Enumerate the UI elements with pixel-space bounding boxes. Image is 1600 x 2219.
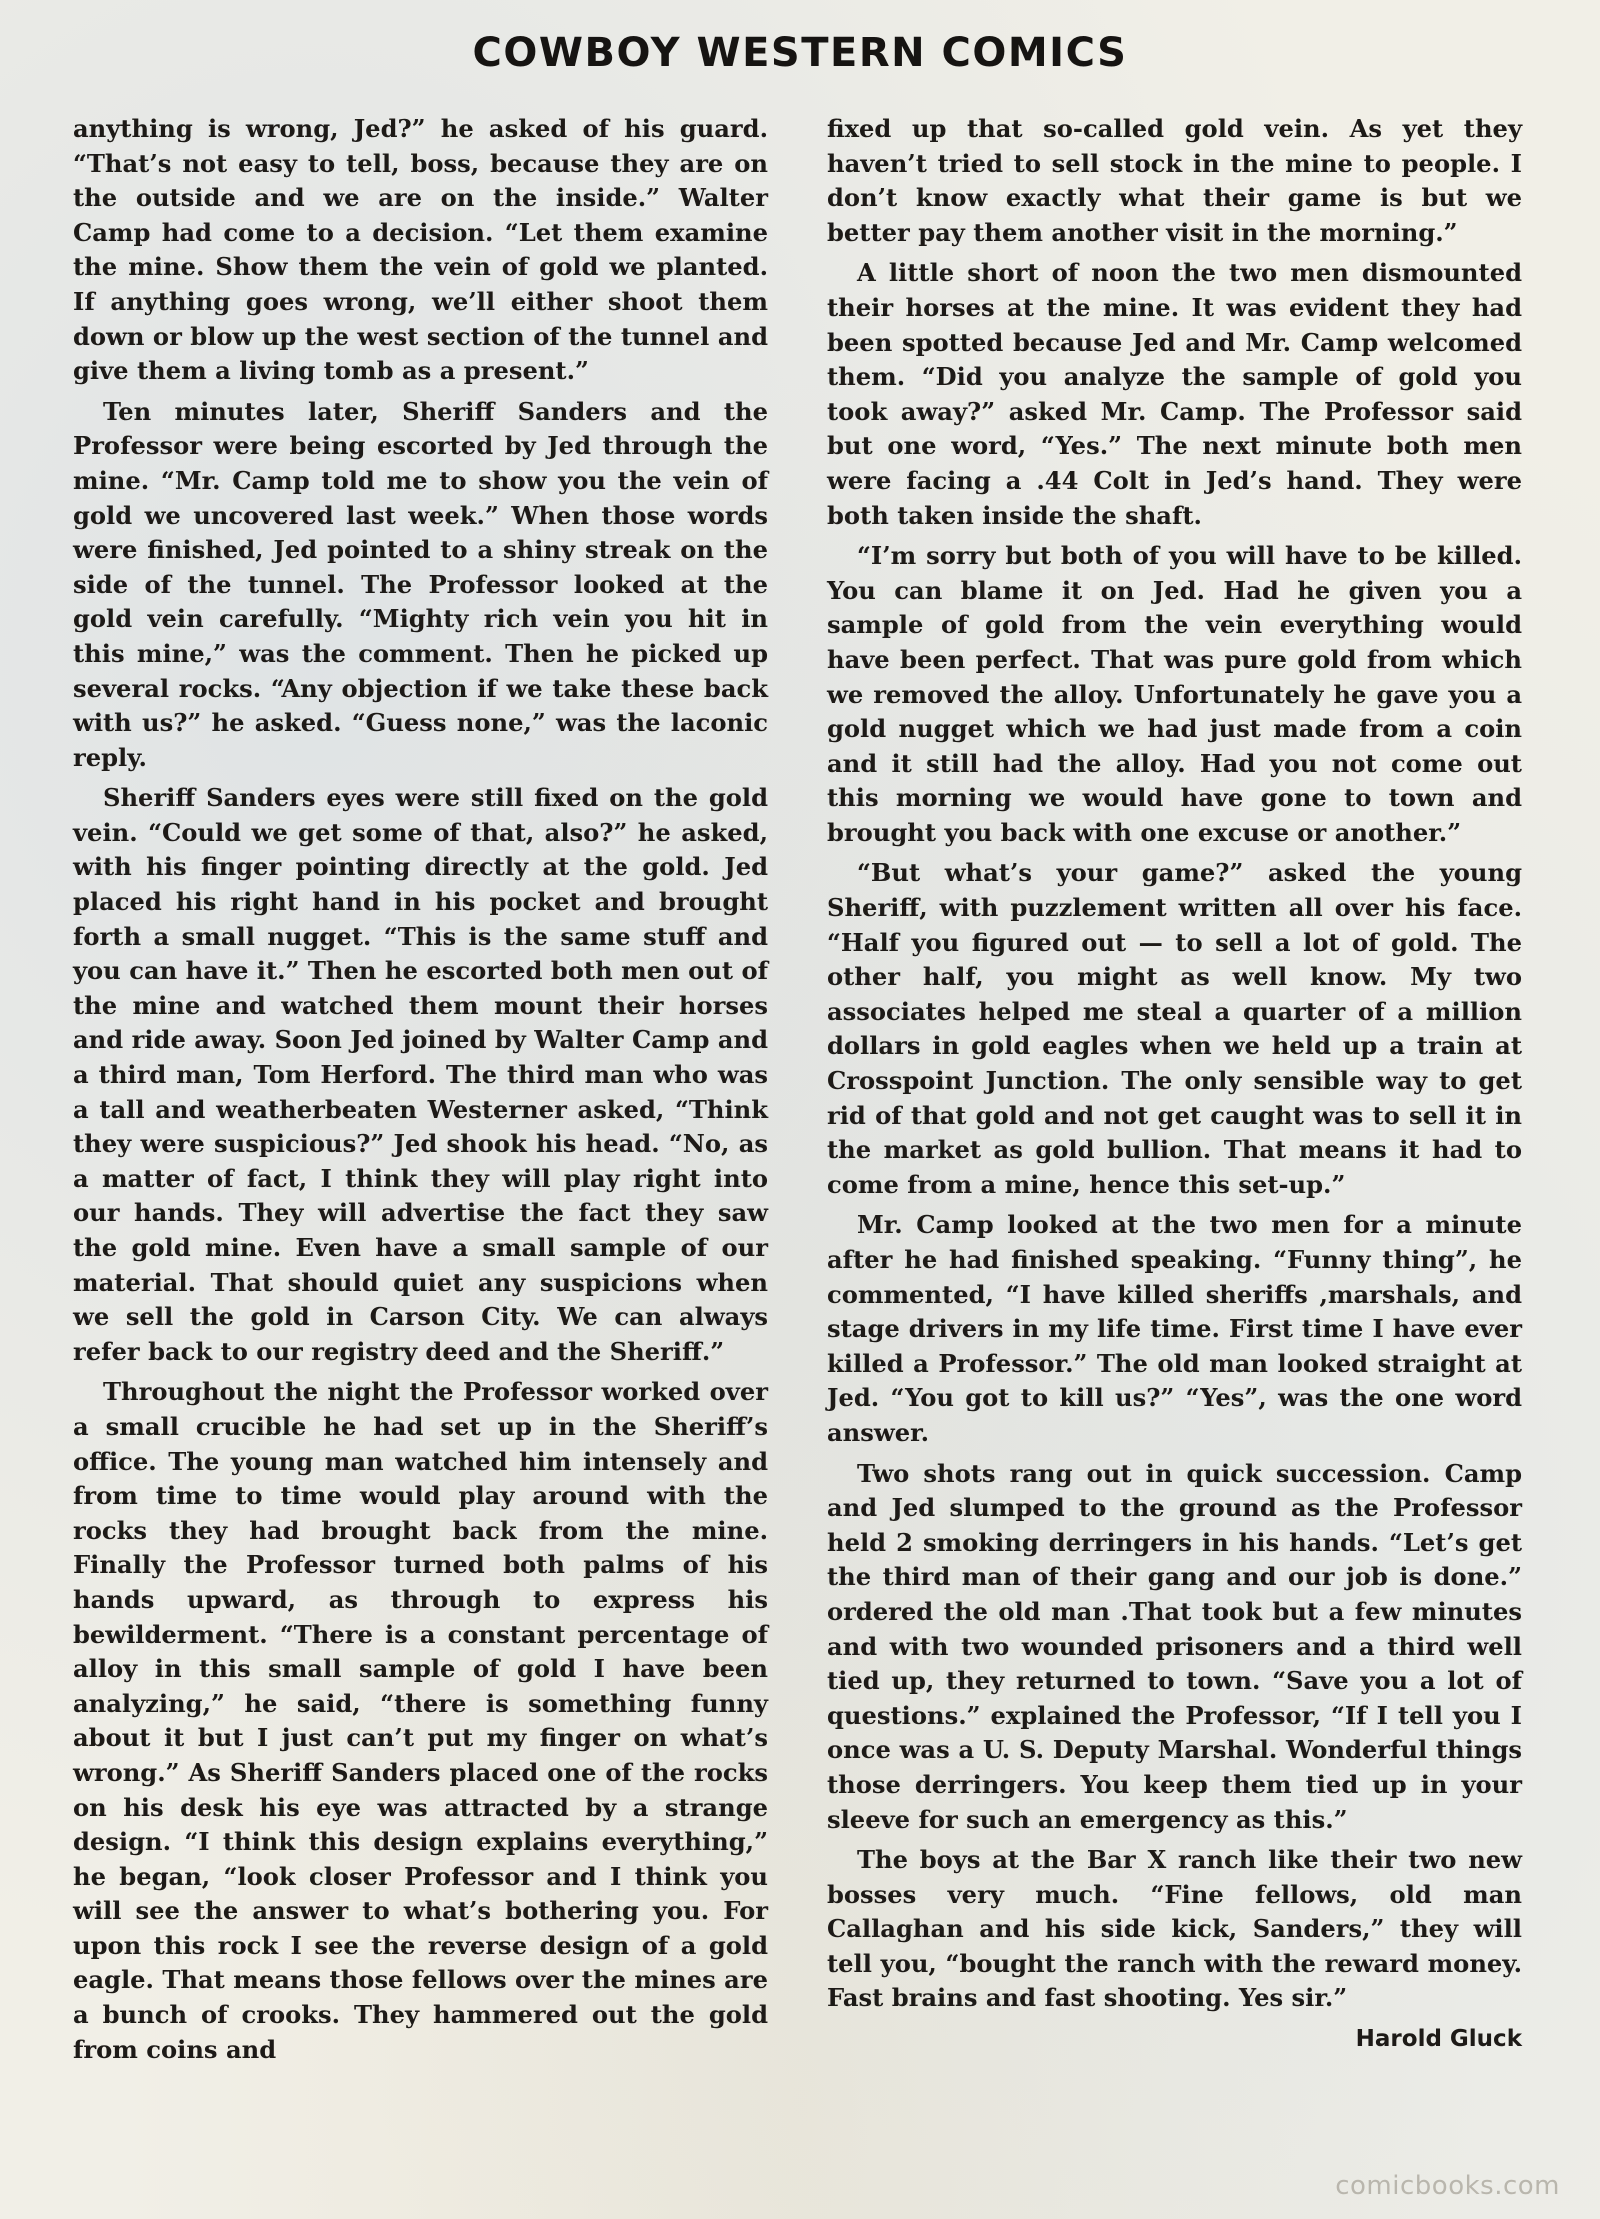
story-paragraph: Two shots rang out in quick succession. Camp and Jed slumped to the ground as the Professor held 2 smoking derringers in his hands. “Let’s get the third man of their gang and our job is done.” ordered the old man .That took but a few minutes and with two wounded prisoners and a third well tied up, they returned to town. “Save you a lot of questions.” explained the Professor, “If I tell you I once was a U. S. Deputy Marshal. Wonderful things those derringers. You keep them tied up in your sleeve for such an emergency as this.”	[827, 1458, 1522, 1834]
story-paragraph: Ten minutes later, Sheriff Sanders and the Professor were being escorted by Jed through the mine. “Mr. Camp told me to show you the vein of gold we uncovered last week.” When those words were finished, Jed pointed to a shiny streak on the side of the tunnel. The Professor looked at the gold vein carefully. “Mighty rich vein you hit in this mine,” was the comment. Then he picked up several rocks. “Any objection if we take these back with us?” he asked. “Guess none,” was the laconic reply.	[73, 396, 768, 772]
author-signature: Harold Gluck	[1355, 2026, 1522, 2053]
story-paragraph: anything is wrong, Jed?” he asked of his guard. “That’s not easy to tell, boss, because they are on the outside and we are on the inside.” Walter Camp had come to a decision. “Let them examine the mine. Show them the vein of gold we planted. If anything goes wrong, we’ll either shoot them down or blow up the west section of the tunnel and give them a living tomb as a present.”	[73, 114, 768, 386]
left-column	[73, 112, 768, 2073]
story-paragraph: “I’m sorry but both of you will have to be killed. You can blame it on Jed. Had he given you a sample of gold from the vein everything would have been perfect. That was pure gold from which we removed the alloy. Unfortunately he gave you a gold nugget which we had just made from a coin and it still had the alloy. Had you not come out this morning we would have gone to town and brought you back with one excuse or another.”	[827, 541, 1522, 847]
page-title: COWBOY WESTERN COMICS	[472, 30, 1128, 76]
site-watermark: comicbooks.com	[1335, 2171, 1560, 2201]
story-paragraph: A little short of noon the two men dismounted their horses at the mine. It was evident they had been spotted because Jed and Mr. Camp welcomed them. “Did you analyze the sample of gold you took away?” asked Mr. Camp. The Professor said but one word, “Yes.” The next minute both men were facing a .44 Colt in Jed’s hand. They were both taken inside the shaft.	[827, 258, 1522, 530]
right-column	[827, 112, 1522, 2057]
story-paragraph: “But what’s your game?” asked the young Sheriff, with puzzlement written all over his face. “Half you figured out — to sell a lot of gold. The other half, you might as well know. My two associates helped me steal a quarter of a million dollars in gold eagles when we held up a train at Crosspoint Junction. The only sensible way to get rid of that gold and not get caught was to sell it in the market as gold bullion. That means it had to come from a mine, hence this set-up.”	[827, 858, 1522, 1199]
story-paragraph: Mr. Camp looked at the two men for a minute after he had finished speaking. “Funny thing”, he commented, “I have killed sheriffs ,marshals, and stage drivers in my life time. First time I have ever killed a Professor.” The old man looked straight at Jed. “You got to kill us?” “Yes”, was the one word answer.	[827, 1210, 1522, 1447]
story-paragraph: Sheriff Sanders eyes were still fixed on the gold vein. “Could we get some of that, also?” he asked, with his finger pointing directly at the gold. Jed placed his right hand in his pocket and brought forth a small nugget. “This is the same stuff and you can have it.” Then he escorted both men out of the mine and watched them mount their horses and ride away. Soon Jed joined by Walter Camp and a third man, Tom Herford. The third man who was a tall and weatherbeaten Westerner asked, “Think they were suspicious?” Jed shook his head. “No, as a matter of fact, I think they will play right into our hands. They will advertise the fact they saw the gold mine. Even have a small sample of our material. That should quiet any suspicions when we sell the gold in Carson City. We can always refer back to our registry deed and the Sheriff.”	[73, 783, 768, 1366]
story-paragraph: fixed up that so-called gold vein. As yet they haven’t tried to sell stock in the mine to people. I don’t know exactly what their game is but we better pay them another visit in the morning.”	[827, 114, 1522, 247]
story-paragraph: The boys at the Bar X ranch like their two new bosses very much. “Fine fellows, old man Callaghan and his side kick, Sanders,” they will tell you, “bought the ranch with the reward money. Fast brains and fast shooting. Yes sir.”	[827, 1845, 1522, 2013]
story-paragraph: Throughout the night the Professor worked over a small crucible he had set up in the Sheriff’s office. The young man watched him intensely and from time to time would play around with the rocks they had brought back from the mine. Finally the Professor turned both palms of his hands upward, as through to express his bewilderment. “There is a constant percentage of alloy in this small sample of gold I have been analyzing,” he said, “there is something funny about it but I just can’t put my finger on what’s wrong.” As Sheriff Sanders placed one of the rocks on his desk his eye was attracted by a strange design. “I think this design explains everything,” he began, “look closer Professor and I think you will see the answer to what’s bothering you. For upon this rock I see the reverse design of a gold eagle. That means those fellows over the mines are a bunch of crooks. They hammered out the gold from coins and	[73, 1377, 768, 2064]
